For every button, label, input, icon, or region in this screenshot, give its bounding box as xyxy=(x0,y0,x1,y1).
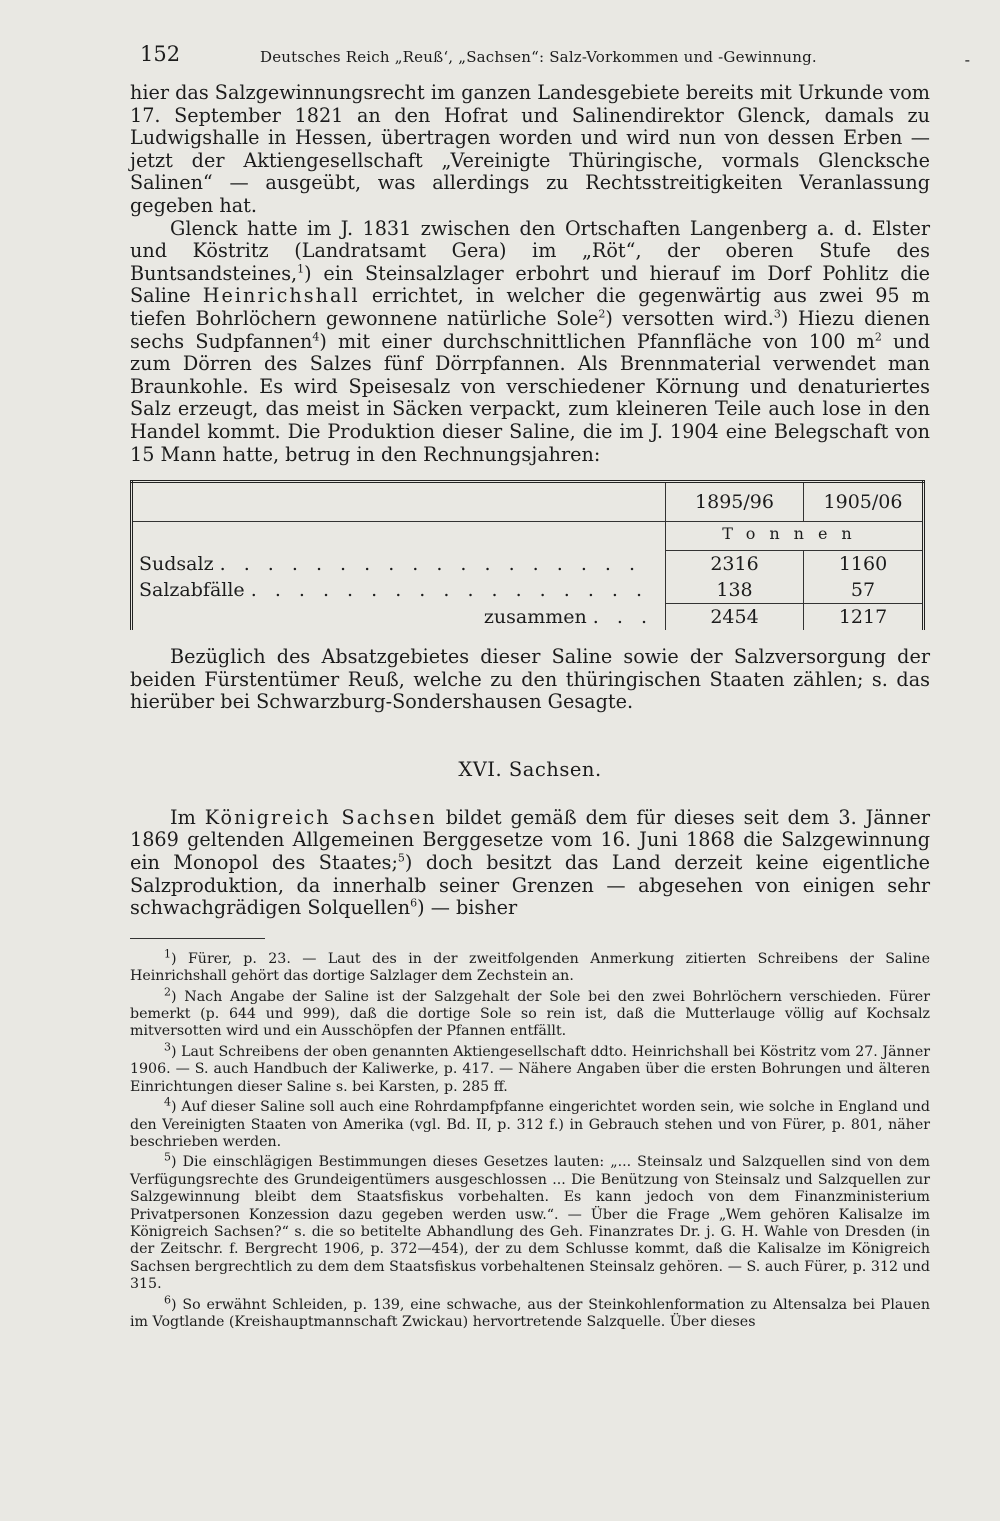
table-total-row xyxy=(132,604,924,631)
text-run: Im xyxy=(170,805,205,829)
footnote-text: ) Nach Angabe der Saline ist der Salzgehalt der Sole bei den zwei Bohrlöchern verschieden. Fürer bemerkt (p. 644 und 999), daß die dortige Sole so rein ist, daß die Mutterlauge völlig auf Kochsalz mitversotten wird und ein Ausschöpfen der Pfannen entfällt. xyxy=(130,988,930,1040)
text-run: Glenck hatte im J. 1831 zwischen den Ortschaften Langenberg a. d. Elster und Köstritz (Landratsamt Gera) im „Röt“, der oberen Stufe des Buntsandsteines, xyxy=(130,216,930,285)
production-table xyxy=(130,480,925,630)
footnote-text: ) Laut Schreibens der oben genannten Aktiengesellschaft ddto. Heinrichshall bei Köstritz vom 27. Jänner 1906. — S. auch Handbuch der Kaliwerke, p. 417. — Nähere Angaben über die ersten Bohrungen und älteren Einrichtungen dieser Saline s. bei Karsten, p. 285 ff. xyxy=(130,1043,930,1095)
leader-dots: . . . . . . . . . . . . . . . . . . xyxy=(219,552,642,575)
footnote-ref: 4 xyxy=(312,330,320,344)
text-run: ) Hiezu dienen sechs Sudpfannen xyxy=(130,306,930,353)
footnote xyxy=(130,947,930,986)
footnote xyxy=(130,1292,930,1332)
footnote-number: 3 xyxy=(164,1040,171,1054)
footnote xyxy=(130,984,930,1041)
table-row xyxy=(132,551,924,578)
total-label-text: zusammen xyxy=(483,605,587,628)
table-corner xyxy=(132,482,666,522)
spaced-term: Königreich Sachsen xyxy=(204,805,437,829)
running-head: Deutsches Reich „Reuß‘, „Sachsen“: Salz-Vorkommen und -Gewinnung. xyxy=(260,48,817,66)
value-cell: 2316 xyxy=(666,551,804,578)
row-label xyxy=(132,577,666,604)
footnote-number: 2 xyxy=(164,984,171,998)
year-header: 1905/06 xyxy=(804,482,924,522)
footnote-ref: 6 xyxy=(410,896,418,910)
text-run: ) doch besitzt das Land derzeit keine eigentliche Salzproduktion, da innerhalb seiner Grenzen — abgesehen von einigen sehr schwachgrädigen Solquellen xyxy=(130,851,931,920)
paragraph-3: Bezüglich des Absatzgebietes dieser Saline sowie der Salzversorgung der beiden Fürstentümer Reuß, welche zu den thüringischen Staaten zählen; s. das hierüber bei Schwarzburg-Sondershausen Gesagte. xyxy=(130,645,930,714)
margin-mark: - xyxy=(964,50,970,69)
footnote-ref: 3 xyxy=(773,307,781,321)
row-label-text: Salzabfälle xyxy=(139,579,245,602)
value-cell: 57 xyxy=(850,579,876,602)
table-unit-row xyxy=(132,522,924,551)
saline-name: Heinrichshall xyxy=(202,284,360,308)
superscript: 2 xyxy=(874,330,882,344)
page-header xyxy=(130,42,970,82)
text-run: ) — bisher xyxy=(417,896,518,920)
footnote-text: ) Auf dieser Saline soll auch eine Rohrdampfpfanne eingerichtet worden sein, wie solche in England und den Vereinigten Staaten von Amerika (vgl. Bd. II, p. 312 f.) in Gebrauch stehen und von Fürer, p. 801, näher beschrieben werden. xyxy=(130,1099,930,1150)
total-value: 1217 xyxy=(804,604,924,631)
page-number: 152 xyxy=(140,42,181,66)
text-run: und zum Dörren des Salzes fünf Dörrpfannen. Als Brennmaterial verwendet man Braunkohle. Es wird Speisesalz von verschiedener Körnung und denaturiertes Salz erzeugt, das meist in Säcken verpackt, zum kleineren Teile auch lose in den Handel kommt. Die Produktion dieser Saline, die im J. 1904 eine Belegschaft von 15 Mann hatte, betrug in den Rechnungsjahren: xyxy=(130,329,930,466)
text-run: ) mit einer durchschnittlichen Pfannfläche von 100 m xyxy=(319,329,875,353)
year-header: 1895/96 xyxy=(666,482,804,522)
table-blank xyxy=(132,522,666,551)
footnote-ref: 5 xyxy=(397,851,405,865)
footnote-text: ) Die einschlägigen Bestimmungen dieses Gesetzes lauten: „... Steinsalz und Salzquellen sind von dem Verfügungsrechte des Grundeigentümers ausgeschlossen ... Die Benützung von Steinsalz und Salzquellen zur Salzgewinnung bleibt dem Staatsfiskus vorbehalten. Es kann jedoch von dem Finanzministerium Privatpersonen Konzession dazu gegeben werden usw.“. — Über die Frage „Wem gehören Kalisalze im Königreich Sachsen?“ s. die so betitelte Abhandlung des Geh. Finanzrates Dr. j. G. H. Wahle von Dresden (in der Zeitschr. f. Bergrecht 1906, p. 372—454), der zu dem Schlusse kommt, daß die Kalisalze im Königreich Sachsen bergrechtlich zu dem dem Staatsfiskus vorbehaltenen Steinsalz gehören. — S. auch Fürer, p. 312 und 315. xyxy=(130,1154,930,1293)
footnote-number: 5 xyxy=(164,1150,171,1164)
unit-label: Tonnen xyxy=(666,522,924,551)
paragraph-1: hier das Salzgewinnungsrecht im ganzen Landesgebiete bereits mit Urkunde vom 17. September 1821 an den Hofrat und Salinendirektor Glenck, damals zu Ludwigshalle in Hessen, übertragen worden und wird nun von dessen Erben — jetzt der Aktiengesellschaft „Vereinigte Thüringische, vormals Glencksche Salinen“ — ausgeübt, was allerdings zu Rechtsstreitigkeiten Veranlassung gegeben hat. xyxy=(130,81,930,217)
text-run: errichtet, in welcher die gegenwärtig aus zwei 95 m tiefen Bohrlöchern gewonnene natürliche Sole xyxy=(130,284,930,330)
footnote xyxy=(130,1095,930,1151)
footnote xyxy=(130,1150,930,1293)
value-cell: 138 xyxy=(666,577,804,604)
footnote-text: ) So erwähnt Schleiden, p. 139, eine schwache, aus der Steinkohlenformation zu Altensalza bei Plauen im Vogtlande (Kreishauptmannschaft Zwickau) hervortretende Salzquelle. Über dieses xyxy=(130,1296,930,1330)
paragraph-4 xyxy=(130,807,930,920)
row-label xyxy=(132,551,666,578)
footnote-number: 1 xyxy=(164,947,171,961)
text-run: ) ein Steinsalzlager erbohrt und hierauf im Dorf Pohlitz die Saline xyxy=(130,261,930,308)
value-cell: 1160 xyxy=(838,553,888,576)
text-run: ) versotten wird. xyxy=(605,306,774,330)
footnote-text: ) Fürer, p. 23. — Laut des in der zweitfolgenden Anmerkung zitierten Schreibens der Saline Heinrichshall gehört das dortige Salzlager dem Zechstein an. xyxy=(130,950,930,985)
total-value: 2454 xyxy=(666,604,804,631)
footnote-ref: 1 xyxy=(297,262,305,276)
leader-dots: . . . . . . . . . . . . . . . . . xyxy=(250,579,649,602)
footnote-number: 4 xyxy=(164,1095,171,1109)
footnote-divider xyxy=(130,938,265,939)
footnotes xyxy=(130,947,930,1332)
footnote-ref: 2 xyxy=(598,307,606,321)
text-run: bildet gemäß dem für dieses seit dem 3. Jänner 1869 geltenden Allgemeinen Berggesetze vom 16. Juni 1868 die Salzgewinnung ein Monopol des Staates; xyxy=(130,805,930,875)
section-title: XVI. Sachsen. xyxy=(458,757,602,781)
paragraph-2 xyxy=(130,218,930,467)
table-row xyxy=(132,577,924,604)
table-header-row xyxy=(132,482,924,522)
leader-dots: . . . xyxy=(592,605,653,628)
footnote xyxy=(130,1040,930,1096)
row-label-text: Sudsalz xyxy=(139,552,214,575)
total-label xyxy=(132,604,666,631)
footnote-number: 6 xyxy=(164,1292,171,1306)
